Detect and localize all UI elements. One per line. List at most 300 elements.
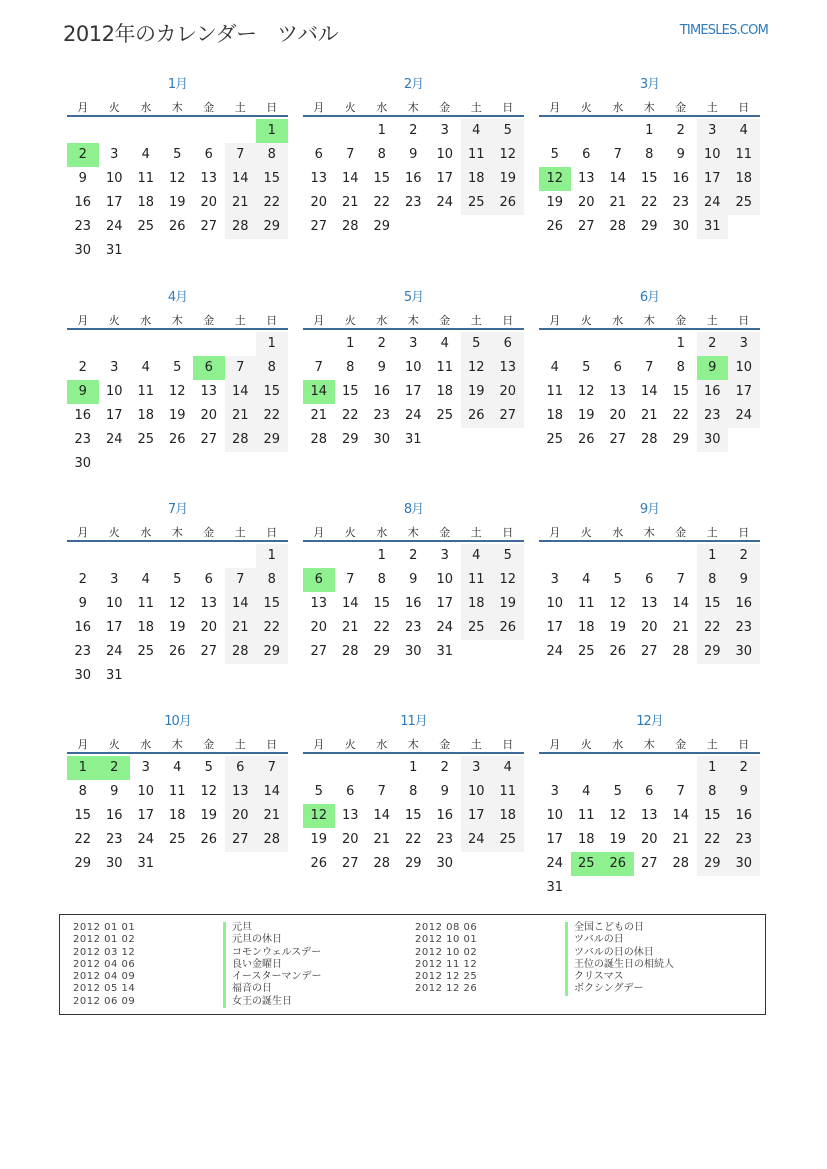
day-cell: 16 — [373, 384, 391, 399]
day-cell: 15 — [373, 171, 391, 186]
day-cell: 25 — [467, 620, 485, 635]
day-cell: 19 — [499, 596, 517, 611]
day-cell: 5 — [503, 123, 512, 138]
holiday-day-cell: 9 — [67, 380, 99, 404]
weekday-label: 土 — [706, 738, 718, 751]
day-cell: 9 — [78, 171, 87, 186]
day-cell: 26 — [168, 432, 186, 447]
weekday-label: 土 — [470, 101, 482, 114]
holiday-date: 2012 05 14 — [73, 983, 136, 995]
day-cell: 11 — [577, 596, 595, 611]
day-cell: 28 — [310, 432, 328, 447]
day-cell: 28 — [263, 832, 281, 847]
weekday-label: 日 — [502, 101, 514, 114]
day-cell: 22 — [373, 195, 391, 210]
day-cell: 13 — [200, 171, 218, 186]
day-cell: 4 — [141, 572, 150, 587]
day-cell: 11 — [577, 808, 595, 823]
weekday-label: 水 — [140, 314, 152, 327]
month-name: 12月 — [636, 714, 663, 729]
day-cell: 14 — [609, 171, 627, 186]
day-cell: 4 — [550, 360, 559, 375]
day-cell: 18 — [577, 832, 595, 847]
day-cell: 6 — [582, 147, 591, 162]
day-cell: 5 — [204, 760, 213, 775]
day-cell: 11 — [499, 784, 517, 799]
holiday-name: ツバルの日 — [565, 934, 624, 946]
day-cell: 6 — [645, 784, 654, 799]
day-cell: 29 — [703, 856, 721, 871]
day-cell: 6 — [346, 784, 355, 799]
day-cell: 23 — [735, 832, 753, 847]
day-cell: 26 — [168, 219, 186, 234]
weekday-label: 日 — [266, 314, 278, 327]
day-cell: 25 — [137, 219, 155, 234]
day-cell: 7 — [613, 147, 622, 162]
day-cell: 20 — [341, 832, 359, 847]
day-cell: 6 — [204, 572, 213, 587]
day-cell: 7 — [676, 784, 685, 799]
day-cell: 9 — [377, 360, 386, 375]
day-cell: 23 — [373, 408, 391, 423]
day-cell: 16 — [74, 195, 92, 210]
day-cell: 26 — [499, 620, 517, 635]
weekday-label: 水 — [612, 526, 624, 539]
day-cell: 1 — [346, 336, 355, 351]
weekday-label: 金 — [675, 314, 687, 327]
day-cell: 29 — [263, 432, 281, 447]
day-cell: 8 — [267, 572, 276, 587]
day-cell: 15 — [74, 808, 92, 823]
day-cell: 18 — [735, 171, 753, 186]
day-cell: 7 — [346, 572, 355, 587]
day-cell: 10 — [546, 808, 564, 823]
day-cell: 27 — [200, 219, 218, 234]
holiday-date: 2012 10 02 — [415, 946, 478, 958]
weekday-label: 木 — [407, 314, 419, 327]
day-cell: 25 — [137, 432, 155, 447]
month-divider — [539, 328, 760, 330]
day-cell: 13 — [341, 808, 359, 823]
day-cell: 28 — [231, 432, 249, 447]
day-cell: 19 — [609, 620, 627, 635]
day-cell: 27 — [609, 432, 627, 447]
day-cell: 31 — [137, 856, 155, 871]
weekday-label: 日 — [502, 314, 514, 327]
day-cell: 29 — [404, 856, 422, 871]
day-cell: 15 — [640, 171, 658, 186]
weekday-label: 土 — [706, 314, 718, 327]
day-cell: 26 — [499, 195, 517, 210]
day-cell: 21 — [310, 408, 328, 423]
day-cell: 16 — [436, 808, 454, 823]
day-cell: 10 — [137, 784, 155, 799]
day-cell: 4 — [582, 572, 591, 587]
weekday-label: 火 — [580, 101, 592, 114]
month-block — [539, 286, 760, 486]
day-cell: 6 — [613, 360, 622, 375]
day-cell: 1 — [267, 336, 276, 351]
day-cell: 21 — [231, 620, 249, 635]
holiday-day-cell: 12 — [539, 167, 571, 191]
holiday-name: 良い金曜日 — [223, 959, 282, 971]
day-cell: 19 — [310, 832, 328, 847]
day-cell: 14 — [373, 808, 391, 823]
holiday-date: 2012 03 12 — [73, 946, 136, 958]
day-cell: 3 — [409, 336, 418, 351]
day-cell: 21 — [609, 195, 627, 210]
day-cell: 27 — [200, 432, 218, 447]
day-cell: 30 — [74, 243, 92, 258]
day-cell: 30 — [105, 856, 123, 871]
day-cell: 14 — [341, 171, 359, 186]
day-cell: 10 — [105, 171, 123, 186]
day-cell: 3 — [739, 336, 748, 351]
month-name: 5月 — [403, 290, 424, 305]
month-divider — [67, 540, 288, 542]
day-cell: 20 — [609, 408, 627, 423]
day-cell: 11 — [467, 147, 485, 162]
weekday-label: 水 — [376, 738, 388, 751]
day-cell: 20 — [577, 195, 595, 210]
day-cell: 26 — [168, 644, 186, 659]
day-cell: 4 — [472, 123, 481, 138]
day-cell: 29 — [74, 856, 92, 871]
day-cell: 31 — [546, 880, 564, 895]
month-block — [303, 710, 524, 910]
holiday-name: 女王の誕生日 — [223, 996, 292, 1008]
day-cell: 18 — [467, 171, 485, 186]
day-cell: 13 — [310, 171, 328, 186]
day-cell: 25 — [735, 195, 753, 210]
day-cell: 15 — [703, 596, 721, 611]
day-cell: 25 — [137, 644, 155, 659]
month-name: 7月 — [167, 502, 188, 517]
day-cell: 5 — [613, 784, 622, 799]
day-cell: 9 — [676, 147, 685, 162]
day-cell: 10 — [105, 596, 123, 611]
holiday-day-cell: 6 — [303, 568, 335, 592]
day-cell: 11 — [137, 596, 155, 611]
day-cell: 8 — [267, 360, 276, 375]
day-cell: 3 — [440, 123, 449, 138]
day-cell: 19 — [168, 195, 186, 210]
day-cell: 29 — [341, 432, 359, 447]
day-cell: 11 — [436, 360, 454, 375]
day-cell: 14 — [263, 784, 281, 799]
day-cell: 6 — [314, 147, 323, 162]
day-cell: 4 — [582, 784, 591, 799]
holiday-name: 元旦 — [223, 922, 252, 934]
day-cell: 20 — [231, 808, 249, 823]
month-name: 2月 — [403, 77, 424, 92]
weekday-label: 日 — [738, 526, 750, 539]
day-cell: 13 — [200, 596, 218, 611]
day-cell: 9 — [440, 784, 449, 799]
day-cell: 5 — [173, 572, 182, 587]
day-cell: 3 — [110, 147, 119, 162]
day-cell: 5 — [613, 572, 622, 587]
month-block — [67, 73, 288, 273]
day-cell: 5 — [550, 147, 559, 162]
day-cell: 21 — [263, 808, 281, 823]
day-cell: 28 — [231, 219, 249, 234]
holiday-name: イースターマンデー — [223, 971, 322, 983]
day-cell: 20 — [200, 195, 218, 210]
weekday-label: 木 — [171, 526, 183, 539]
day-cell: 3 — [550, 784, 559, 799]
day-cell: 18 — [467, 596, 485, 611]
day-cell: 20 — [640, 832, 658, 847]
day-cell: 18 — [546, 408, 564, 423]
day-cell: 19 — [467, 384, 485, 399]
day-cell: 22 — [263, 195, 281, 210]
day-cell: 16 — [105, 808, 123, 823]
day-cell: 5 — [173, 360, 182, 375]
month-name: 1月 — [167, 77, 188, 92]
weekday-label: 月 — [77, 314, 89, 327]
holiday-day-cell: 2 — [99, 756, 131, 780]
weekday-label: 木 — [171, 738, 183, 751]
month-block — [539, 710, 760, 910]
weekday-label: 木 — [171, 314, 183, 327]
day-cell: 24 — [546, 856, 564, 871]
day-cell: 30 — [74, 668, 92, 683]
weekday-label: 土 — [470, 314, 482, 327]
day-cell: 28 — [609, 219, 627, 234]
day-cell: 24 — [404, 408, 422, 423]
day-cell: 15 — [263, 384, 281, 399]
day-cell: 27 — [640, 644, 658, 659]
day-cell: 25 — [499, 832, 517, 847]
day-cell: 10 — [467, 784, 485, 799]
day-cell: 8 — [708, 784, 717, 799]
weekday-label: 金 — [439, 738, 451, 751]
day-cell: 23 — [105, 832, 123, 847]
weekday-label: 木 — [643, 314, 655, 327]
day-cell: 17 — [105, 408, 123, 423]
day-cell: 2 — [739, 760, 748, 775]
weekday-label: 金 — [439, 314, 451, 327]
day-cell: 11 — [137, 171, 155, 186]
day-cell: 1 — [409, 760, 418, 775]
day-cell: 10 — [436, 147, 454, 162]
day-cell: 3 — [110, 572, 119, 587]
day-cell: 12 — [168, 596, 186, 611]
day-cell: 3 — [141, 760, 150, 775]
day-cell: 17 — [546, 620, 564, 635]
day-cell: 1 — [708, 548, 717, 563]
day-cell: 16 — [404, 171, 422, 186]
day-cell: 15 — [263, 596, 281, 611]
day-cell: 2 — [708, 336, 717, 351]
day-cell: 19 — [546, 195, 564, 210]
day-cell: 12 — [467, 360, 485, 375]
day-cell: 12 — [577, 384, 595, 399]
day-cell: 21 — [672, 620, 690, 635]
day-cell: 16 — [735, 808, 753, 823]
weekday-label: 日 — [266, 738, 278, 751]
day-cell: 6 — [503, 336, 512, 351]
holiday-day-cell: 2 — [67, 143, 99, 167]
day-cell: 26 — [467, 408, 485, 423]
day-cell: 27 — [200, 644, 218, 659]
day-cell: 7 — [236, 147, 245, 162]
day-cell: 11 — [467, 572, 485, 587]
day-cell: 2 — [78, 572, 87, 587]
day-cell: 14 — [341, 596, 359, 611]
day-cell: 25 — [546, 432, 564, 447]
month-name: 3月 — [639, 77, 660, 92]
day-cell: 14 — [672, 596, 690, 611]
weekday-label: 金 — [439, 101, 451, 114]
holiday-name: ツバルの日の休日 — [565, 947, 654, 959]
weekday-label: 土 — [470, 738, 482, 751]
holiday-day-cell: 6 — [193, 356, 225, 380]
weekday-label: 木 — [171, 101, 183, 114]
day-cell: 17 — [105, 620, 123, 635]
weekday-label: 水 — [612, 738, 624, 751]
day-cell: 16 — [703, 384, 721, 399]
day-cell: 27 — [231, 832, 249, 847]
day-cell: 12 — [499, 572, 517, 587]
weekday-label: 木 — [407, 526, 419, 539]
day-cell: 11 — [735, 147, 753, 162]
day-cell: 20 — [640, 620, 658, 635]
day-cell: 4 — [739, 123, 748, 138]
day-cell: 18 — [436, 384, 454, 399]
day-cell: 9 — [78, 596, 87, 611]
holiday-day-cell: 12 — [303, 804, 335, 828]
holiday-date: 2012 11 12 — [415, 958, 478, 970]
day-cell: 17 — [703, 171, 721, 186]
day-cell: 7 — [314, 360, 323, 375]
day-cell: 14 — [640, 384, 658, 399]
month-block — [303, 286, 524, 486]
weekday-label: 火 — [108, 738, 120, 751]
day-cell: 23 — [703, 408, 721, 423]
weekday-label: 火 — [580, 526, 592, 539]
day-cell: 6 — [236, 760, 245, 775]
day-cell: 9 — [409, 147, 418, 162]
weekday-label: 土 — [234, 101, 246, 114]
weekday-label: 月 — [549, 314, 561, 327]
day-cell: 31 — [703, 219, 721, 234]
day-cell: 8 — [645, 147, 654, 162]
day-cell: 16 — [672, 171, 690, 186]
day-cell: 22 — [640, 195, 658, 210]
weekday-label: 金 — [203, 101, 215, 114]
weekday-label: 土 — [234, 526, 246, 539]
weekday-label: 木 — [407, 101, 419, 114]
month-block — [539, 73, 760, 273]
day-cell: 3 — [440, 548, 449, 563]
day-cell: 17 — [467, 808, 485, 823]
weekday-label: 水 — [612, 101, 624, 114]
holiday-date: 2012 04 06 — [73, 958, 136, 970]
weekday-label: 月 — [77, 738, 89, 751]
day-cell: 23 — [672, 195, 690, 210]
brand-logo-text: TIMESLES.COM — [679, 23, 768, 38]
day-cell: 16 — [735, 596, 753, 611]
day-cell: 22 — [341, 408, 359, 423]
weekday-label: 金 — [203, 738, 215, 751]
day-cell: 22 — [703, 620, 721, 635]
day-cell: 17 — [436, 596, 454, 611]
day-cell: 8 — [78, 784, 87, 799]
day-cell: 30 — [703, 432, 721, 447]
month-divider — [67, 752, 288, 754]
weekday-label: 火 — [108, 101, 120, 114]
day-cell: 16 — [74, 620, 92, 635]
day-cell: 10 — [404, 360, 422, 375]
day-cell: 24 — [105, 219, 123, 234]
day-cell: 9 — [110, 784, 119, 799]
day-cell: 4 — [173, 760, 182, 775]
weekday-label: 土 — [706, 526, 718, 539]
day-cell: 14 — [231, 596, 249, 611]
day-cell: 31 — [404, 432, 422, 447]
day-cell: 23 — [404, 620, 422, 635]
day-cell: 16 — [74, 408, 92, 423]
day-cell: 2 — [78, 360, 87, 375]
day-cell: 18 — [168, 808, 186, 823]
month-divider — [67, 115, 288, 117]
day-cell: 19 — [168, 408, 186, 423]
day-cell: 8 — [377, 572, 386, 587]
day-cell: 24 — [735, 408, 753, 423]
day-cell: 28 — [373, 856, 391, 871]
holiday-day-cell: 1 — [256, 119, 288, 143]
day-cell: 20 — [310, 195, 328, 210]
day-cell: 28 — [341, 644, 359, 659]
holiday-name: ボクシングデー — [565, 983, 644, 995]
month-block — [303, 73, 524, 273]
day-cell: 4 — [440, 336, 449, 351]
day-cell: 26 — [200, 832, 218, 847]
weekday-label: 火 — [580, 738, 592, 751]
day-cell: 23 — [404, 195, 422, 210]
day-cell: 10 — [546, 596, 564, 611]
day-cell: 21 — [640, 408, 658, 423]
day-cell: 23 — [74, 432, 92, 447]
day-cell: 29 — [373, 644, 391, 659]
day-cell: 31 — [436, 644, 454, 659]
weekday-label: 土 — [706, 101, 718, 114]
day-cell: 19 — [168, 620, 186, 635]
day-cell: 7 — [267, 760, 276, 775]
holiday-day-cell: 1 — [67, 756, 99, 780]
day-cell: 24 — [436, 620, 454, 635]
holiday-date: 2012 12 26 — [415, 983, 478, 995]
day-cell: 24 — [105, 644, 123, 659]
holiday-day-cell: 25 — [571, 852, 603, 876]
day-cell: 11 — [137, 384, 155, 399]
day-cell: 16 — [404, 596, 422, 611]
day-cell: 8 — [346, 360, 355, 375]
month-block — [303, 498, 524, 698]
day-cell: 3 — [550, 572, 559, 587]
day-cell: 30 — [735, 856, 753, 871]
day-cell: 22 — [703, 832, 721, 847]
day-cell: 21 — [341, 195, 359, 210]
holiday-date: 2012 04 09 — [73, 971, 136, 983]
day-cell: 12 — [609, 596, 627, 611]
day-cell: 30 — [436, 856, 454, 871]
day-cell: 5 — [472, 336, 481, 351]
page-title: 2012年のカレンダー ツバル — [63, 22, 339, 46]
holiday-date: 2012 06 09 — [73, 995, 136, 1007]
